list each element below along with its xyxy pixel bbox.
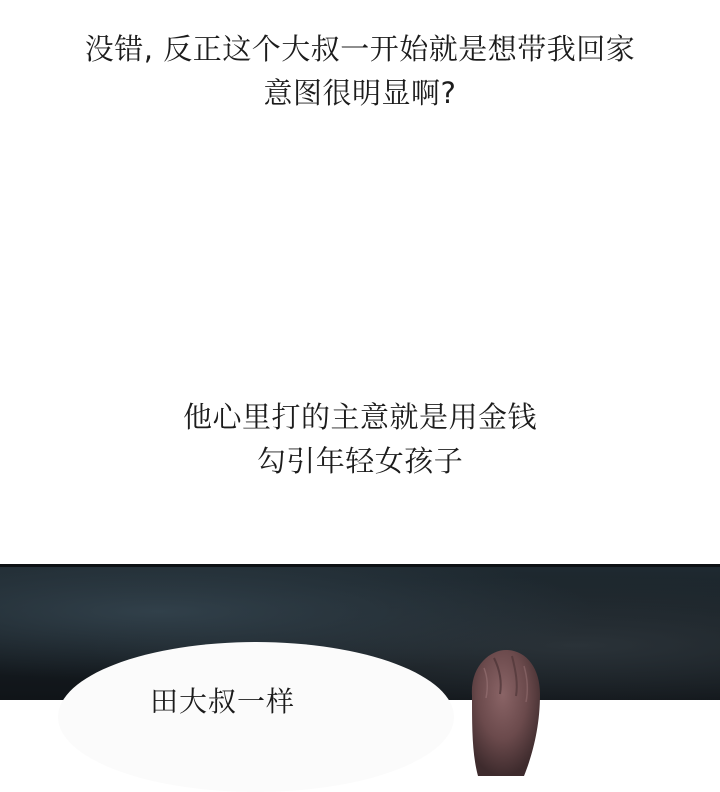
speech-bubble-text: 田大叔一样	[150, 685, 296, 718]
caption-middle-line-1: 他心里打的主意就是用金钱	[182, 400, 537, 434]
panel-border	[0, 564, 720, 567]
caption-middle-line-2: 勾引年轻女孩子	[256, 444, 464, 478]
caption-top-line-1: 没错, 反正这个大叔一开始就是想带我回家	[84, 32, 636, 66]
caption-top-line-2: 意图很明显啊?	[263, 76, 457, 110]
character-head-illustration	[454, 636, 550, 776]
caption-top	[0, 27, 720, 115]
comic-panel	[0, 564, 720, 718]
caption-middle	[0, 395, 720, 483]
